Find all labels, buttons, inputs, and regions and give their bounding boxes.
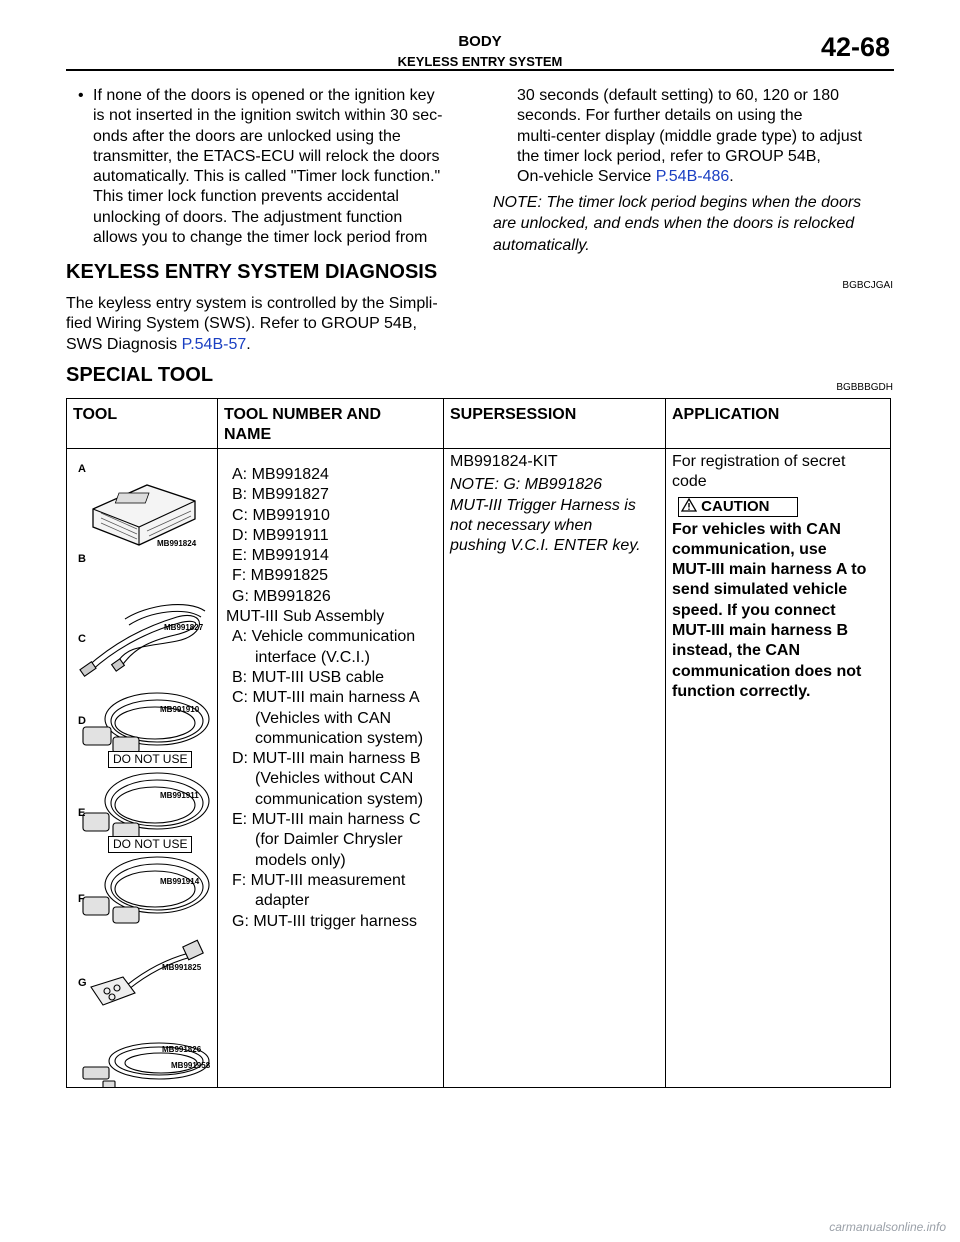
- tool-number: D: MB991911: [232, 526, 329, 544]
- diagnosis-heading: KEYLESS ENTRY SYSTEM DIAGNOSIS: [66, 261, 438, 283]
- figure-letter: A: [78, 463, 86, 475]
- timer-lock-continuation: [517, 86, 897, 187]
- assembly-item-cont: models only): [255, 851, 346, 869]
- assembly-item-cont: communication system): [255, 790, 424, 808]
- supersession-kit: MB991824-KIT: [450, 453, 558, 470]
- figure-code: MB991958: [171, 1061, 211, 1070]
- continuation-line: the timer lock period, refer to GROUP 54B,: [517, 147, 821, 165]
- bullet-line: allows you to change the timer lock period from: [93, 229, 428, 247]
- tool-number: B: MB991827: [232, 486, 329, 504]
- do-not-use-label: DO NOT USE: [108, 836, 192, 853]
- assembly-item-cont: communication system): [255, 729, 424, 747]
- continuation-line: multi-center display (middle grade type) to adjust: [517, 127, 863, 145]
- continuation-line: 30 seconds (default setting) to 60, 120 or 180: [517, 87, 839, 104]
- page-number: 42-68: [820, 32, 890, 62]
- figure-letter: B: [78, 553, 86, 565]
- bullet-line: automatically. This is called "Timer lock function.": [93, 168, 441, 186]
- supersession-note: NOTE: G: MB991826 MUT-III Trigger Harness is not necessary when pushing V.C.I. ENTER key.: [450, 476, 641, 555]
- assembly-item: E: MUT-III main harness C: [232, 811, 421, 829]
- assembly-item-cont: (Vehicles with CAN: [255, 709, 392, 727]
- col-header-supersession: SUPERSESSION: [444, 399, 666, 449]
- diagnosis-line: fied Wiring System (SWS). Refer to GROUP 54B,: [66, 315, 417, 333]
- application-cell: [666, 449, 891, 1088]
- figure-part-number: MB991910: [160, 705, 200, 714]
- bullet-line: is not inserted in the ignition switch within 30 sec-: [93, 107, 443, 125]
- diagnosis-text: [66, 294, 476, 355]
- tool-number-cell: [218, 449, 444, 1088]
- note-line: NOTE: The timer lock period begins when the doors: [493, 194, 862, 211]
- assembly-name: MUT-III Sub Assembly: [226, 608, 385, 626]
- special-tool-code: BGBBBGDH: [836, 382, 893, 393]
- tool-number: A: MB991824: [232, 466, 329, 483]
- measurement-adapter-icon: [91, 940, 203, 1005]
- main-harness-c-icon: [83, 857, 209, 923]
- figure-part-number: MB991827: [164, 623, 204, 632]
- bullet-icon: •: [78, 87, 84, 104]
- vci-unit-icon: [93, 485, 195, 545]
- tool-number: F: MB991825: [232, 567, 329, 585]
- bullet-line: transmitter, the ETACS-ECU will relock the doors: [93, 147, 440, 165]
- figure-letter: D: [78, 715, 86, 727]
- assembly-item: G: MUT-III trigger harness: [232, 912, 417, 930]
- note-line: automatically.: [493, 236, 590, 254]
- special-tool-table: [66, 398, 891, 1088]
- tool-number: C: MB991910: [232, 506, 330, 524]
- warning-icon: [681, 498, 697, 512]
- caution-badge: [678, 497, 798, 517]
- tool-number: G: MB991826: [232, 587, 331, 605]
- caution-label: CAUTION: [701, 497, 770, 515]
- assembly-item: F: MUT-III measurement: [232, 871, 406, 889]
- bullet-line: If none of the doors is opened or the ignition key: [93, 87, 435, 104]
- assembly-item: A: Vehicle communication: [232, 628, 416, 646]
- application-line: code: [672, 473, 707, 491]
- col-header-tool-number: TOOL NUMBER AND NAME: [218, 399, 444, 449]
- usb-cable-icon: [80, 605, 205, 677]
- figure-part-number: MB991826: [162, 1045, 202, 1054]
- bullet-line: onds after the doors are unlocked using the: [93, 127, 401, 145]
- tool-number: E: MB991914: [232, 547, 329, 565]
- figure-part-number: MB991824: [157, 539, 197, 548]
- table-header-row: [67, 399, 891, 449]
- supersession-cell: [444, 449, 666, 1088]
- col-header-application: APPLICATION: [666, 399, 891, 449]
- caution-text: For vehicles with CAN communication, use MUT-III main harness A to send simulated vehicle speed. If you connect MUT-III main harness B instead, the CAN communication does not function correctly.: [672, 520, 867, 700]
- sws-diagnosis-link[interactable]: P.54B-57: [181, 335, 247, 353]
- timer-lock-bullet: [78, 86, 483, 248]
- page-header-title: BODY: [458, 33, 502, 50]
- header-rule: [66, 69, 894, 71]
- bullet-line: This timer lock function prevents accidental: [93, 188, 399, 206]
- figure-letter: F: [78, 893, 85, 905]
- continuation-line: seconds. For further details on using the: [517, 107, 803, 125]
- figure-letter: G: [78, 977, 87, 989]
- assembly-item: D: MUT-III main harness B: [232, 750, 421, 768]
- continuation-line: On-vehicle Service P.54B-486.: [517, 168, 734, 186]
- figure-part-number: MB991825: [162, 963, 202, 972]
- assembly-item: B: MUT-III USB cable: [232, 668, 385, 686]
- watermark-footer: carmanualsonline.info: [829, 1220, 946, 1234]
- assembly-item-cont: (for Daimler Chrysler: [255, 831, 403, 849]
- application-line: For registration of secret: [672, 453, 846, 470]
- timer-lock-note: [493, 192, 898, 256]
- table-row: [67, 449, 891, 1088]
- note-line: are unlocked, and ends when the doors is relocked: [493, 215, 855, 233]
- assembly-item-cont: adapter: [255, 892, 310, 910]
- diagnosis-code: BGBCJGAI: [842, 280, 893, 291]
- diagnosis-line: SWS Diagnosis P.54B-57.: [66, 335, 251, 353]
- assembly-item: C: MUT-III main harness A: [232, 689, 420, 707]
- tool-figure-cell: [67, 449, 218, 1088]
- figure-letter: E: [78, 807, 86, 819]
- main-harness-b-icon: [83, 773, 209, 839]
- figure-part-number: MB991914: [160, 877, 200, 886]
- on-vehicle-service-link[interactable]: P.54B-486: [655, 168, 730, 186]
- page-header-section: KEYLESS ENTRY SYSTEM: [397, 54, 563, 69]
- do-not-use-label: DO NOT USE: [108, 751, 192, 768]
- main-harness-a-icon: [83, 693, 209, 753]
- assembly-item-cont: interface (V.C.I.): [255, 648, 371, 666]
- diagnosis-line: The keyless entry system is controlled by the Simpli-: [66, 295, 438, 312]
- figure-part-number: MB991911: [160, 791, 199, 800]
- col-header-tool: TOOL: [67, 399, 218, 449]
- figure-letter: C: [78, 633, 86, 645]
- assembly-item-cont: (Vehicles without CAN: [255, 770, 414, 788]
- bullet-line: unlocking of doors. The adjustment function: [93, 208, 403, 226]
- special-tool-heading: SPECIAL TOOL: [66, 364, 214, 386]
